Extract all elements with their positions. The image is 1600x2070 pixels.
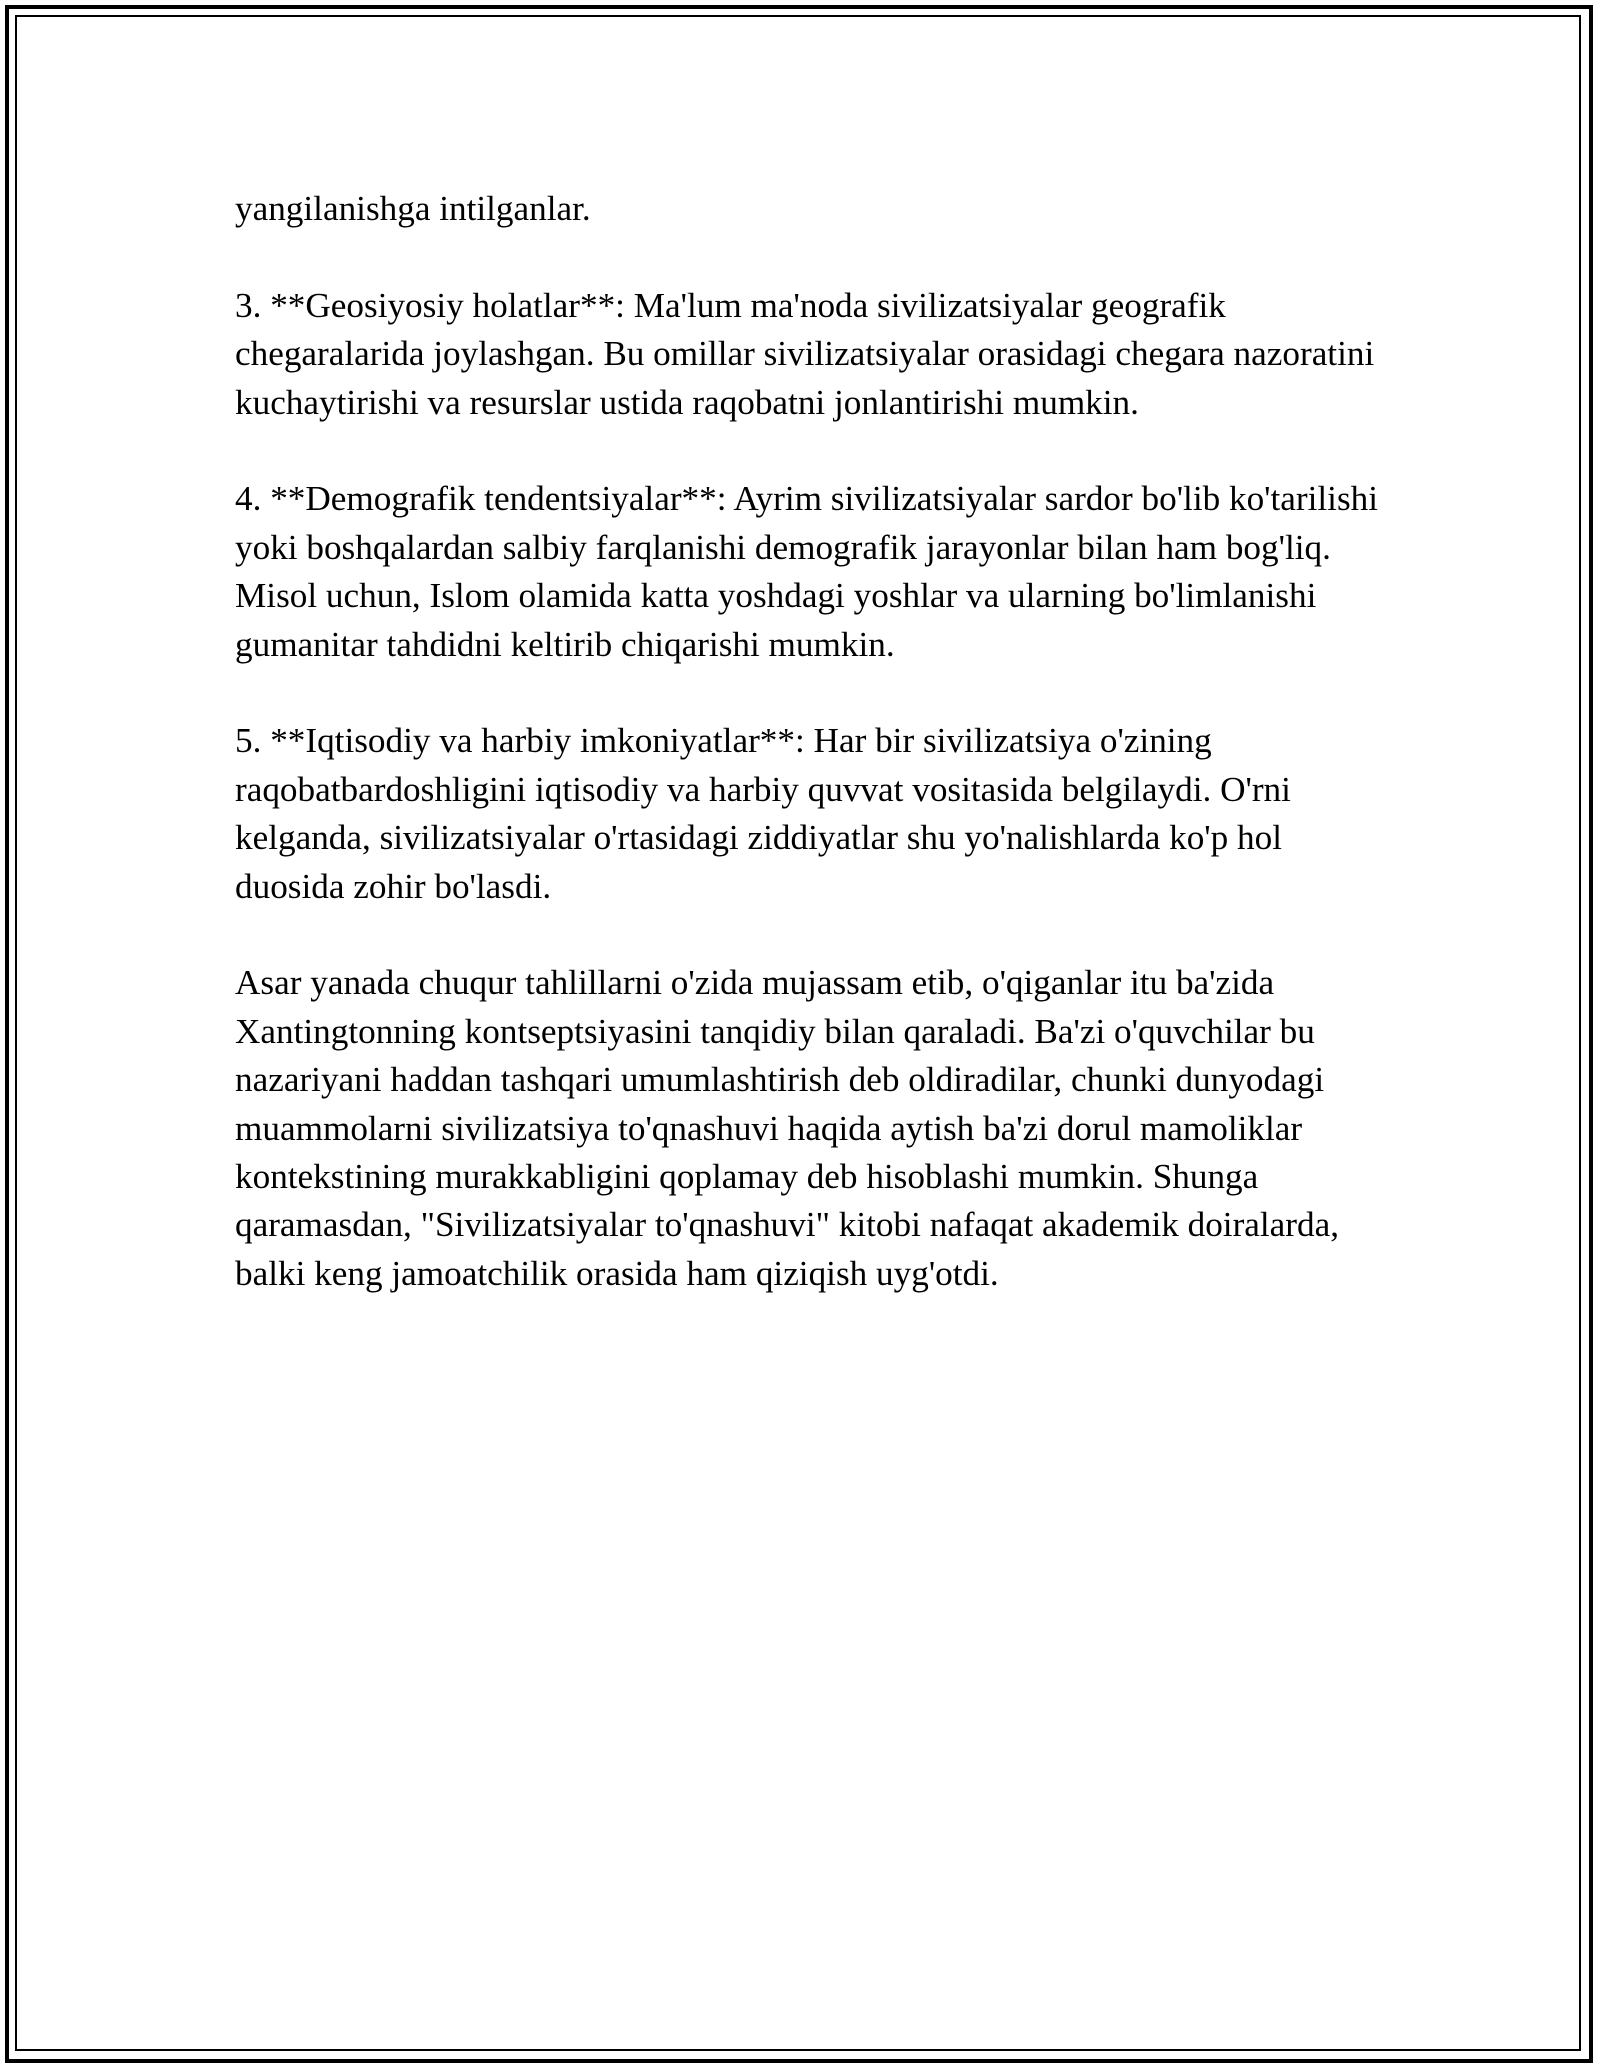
paragraph-economic-military: 5. **Iqtisodiy va harbiy imkoniyatlar**: Har bir sivilizatsiya o'zining raqobatbardoshligini iqtisodiy va harbiy quvvat vositasida belgilaydi. O'rni kelganda, sivilizatsiyalar o'rtasidagi ziddiyatlar shu yo'nalishlarda ko'p hol duosida zohir bo'lasdi. [235, 721, 1291, 906]
paragraph-geopolitical: 3. **Geosiyosiy holatlar**: Ma'lum ma'noda sivilizatsiyalar geografik chegaralarida joylashgan. Bu omillar sivilizatsiyalar orasidagi chegara nazoratini kuchaytirishi va resurslar ustida raqobatni jonlantirishi mumkin. [235, 285, 1375, 422]
paragraph-demographic: 4. **Demografik tendentsiyalar**: Ayrim sivilizatsiyalar sardor bo'lib ko'tarilishi yoki boshqalardan salbiy farqlanishi demografik jarayonlar bilan ham bog'liq. Misol uchun, Islom olamida katta yoshdagi yoshlar va ularning bo'limlanishi gumanitar tahdidni keltirib chiqarishi mumkin. [235, 479, 1379, 664]
document-body [235, 185, 1395, 1347]
paragraph-conclusion: Asar yanada chuqur tahlillarni o'zida mujassam etib, o'qiganlar itu ba'zida Xantingtonning kontseptsiyasini tanqidiy bilan qaraladi. Ba'zi o'quvchilar bu nazariyani haddan tashqari umumlashtirish deb oldiradilar, chunki dunyodagi muammolarni sivilizatsiya to'qnashuvi haqida aytish ba'zi dorul mamoliklar kontekstining murakkabligini qoplamay deb hisoblashi mumkin. Shunga qaramasdan, "Sivilizatsiyalar to'qnashuvi" kitobi nafaqat akademik doiralarda, balki keng jamoatchilik orasida ham qiziqish uyg'otdi. [235, 963, 1340, 1293]
paragraph-continuation: yangilanishga intilganlar. [235, 189, 591, 228]
